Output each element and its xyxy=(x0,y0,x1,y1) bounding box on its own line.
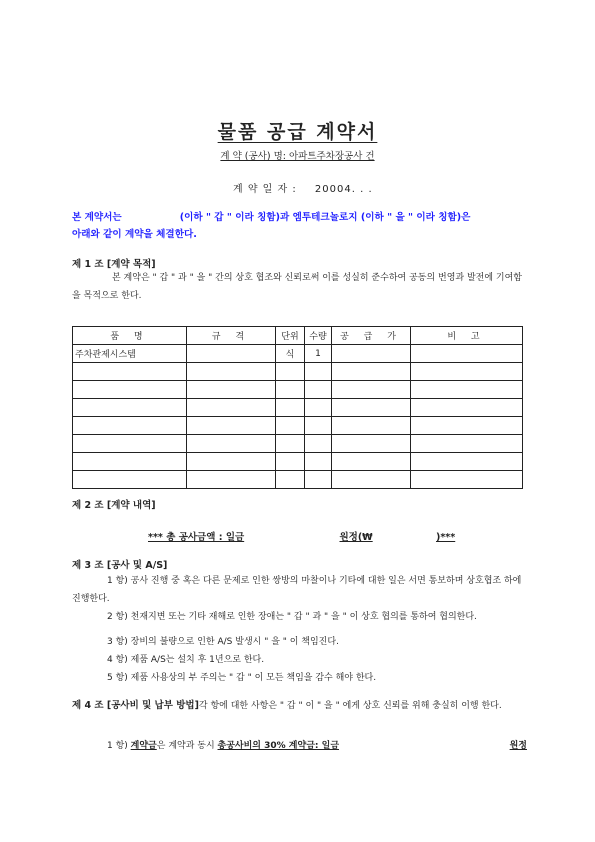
table-header-row xyxy=(73,327,523,345)
col-header-spec: 규 격 xyxy=(187,327,276,345)
table-cell xyxy=(187,417,276,435)
table-cell xyxy=(305,453,332,471)
contract-date xyxy=(233,180,373,195)
table-cell xyxy=(305,471,332,489)
table-row xyxy=(73,381,523,399)
article4-body: 각 항에 대한 사항은 " 갑 " 이 " 을 " 에게 상호 신뢰를 위해 충실히 이행 한다. xyxy=(198,701,502,711)
table-cell: 주차관제시스템 xyxy=(73,345,187,363)
table-row xyxy=(73,345,523,363)
table-cell xyxy=(276,363,305,381)
article4-item1-amount: 총공사비의 30% 계약금: 일금 xyxy=(217,741,340,751)
date-value: 20004. . . xyxy=(314,184,373,195)
col-header-unit: 단위 xyxy=(276,327,305,345)
table-cell xyxy=(411,363,523,381)
article2-heading: 제 2 조 [계약 내역] xyxy=(72,500,156,511)
table-cell xyxy=(332,381,411,399)
col-header-item: 품 명 xyxy=(73,327,187,345)
table-cell xyxy=(411,435,523,453)
col-header-price: 공 급 가 xyxy=(332,327,411,345)
table-cell: 1 xyxy=(305,345,332,363)
article3-item-1: 1 항) 공사 진행 중 혹은 다른 문제로 인한 쌍방의 마찰이나 기타에 대한 일은 서면 통보하며 상호협조 하에 진행한다. xyxy=(72,576,522,604)
table-cell xyxy=(73,399,187,417)
total-amount-won: 원정(₩ xyxy=(339,532,373,543)
article3-heading: 제 3 조 [공사 및 A/S] xyxy=(72,560,168,571)
table-row xyxy=(73,453,523,471)
table-cell xyxy=(73,471,187,489)
table-cell xyxy=(332,417,411,435)
article3-item-3: 3 항) 장비의 불량으로 인한 A/S 발생시 " 을 " 이 책임진다. xyxy=(107,637,339,647)
contract-name: 계 약 (공사) 명: 아파트주차장공사 건 xyxy=(220,151,375,162)
table-cell xyxy=(305,435,332,453)
article4-item1-num: 1 항) xyxy=(107,741,128,751)
table-cell xyxy=(73,363,187,381)
article3-item-4: 4 항) 제품 A/S는 설치 후 1년으로 한다. xyxy=(107,655,265,665)
table-cell xyxy=(187,363,276,381)
table-row xyxy=(73,435,523,453)
table-cell xyxy=(332,435,411,453)
article3-item-2: 2 항) 천재지변 또는 기타 재해로 인한 장애는 " 갑 " 과 " 을 " 이 상호 협의를 통하여 협의한다. xyxy=(107,612,477,622)
table-cell xyxy=(276,417,305,435)
table-cell xyxy=(305,399,332,417)
table-cell xyxy=(305,417,332,435)
article3-item-5: 5 항) 제품 사용상의 부 주의는 " 갑 " 이 모든 책임을 감수 해야 한다. xyxy=(107,673,377,683)
table-cell xyxy=(187,345,276,363)
document-title: 물품 공급 계약서 xyxy=(217,121,378,143)
table-cell xyxy=(187,435,276,453)
article4-item1-won: 원정 xyxy=(509,741,527,751)
items-table xyxy=(72,326,523,489)
article4-item1-deposit: 계약금 xyxy=(130,741,157,751)
table-cell xyxy=(73,453,187,471)
table-cell xyxy=(411,417,523,435)
article4-paragraph xyxy=(72,697,527,715)
intro-lead: 본 계약서는 xyxy=(72,212,122,223)
table-cell xyxy=(187,381,276,399)
table-cell xyxy=(411,453,523,471)
table-cell xyxy=(73,417,187,435)
total-amount-label: *** 총 공사금액 : 일금 xyxy=(148,532,245,543)
table-cell xyxy=(276,453,305,471)
table-cell xyxy=(332,399,411,417)
table-cell xyxy=(332,363,411,381)
article1-heading: 제 1 조 [계약 목적] xyxy=(72,259,156,270)
table-cell xyxy=(411,471,523,489)
table-cell xyxy=(305,363,332,381)
col-header-note: 비 고 xyxy=(411,327,523,345)
article1-body: 본 계약은 " 갑 " 과 " 을 " 간의 상호 협조와 신뢰로써 이를 성실히 준수하여 공동의 번영과 발전에 기여함을 목적으로 한다. xyxy=(72,273,522,301)
total-amount-close: )*** xyxy=(435,532,456,543)
table-row xyxy=(73,471,523,489)
table-cell xyxy=(73,381,187,399)
table-cell xyxy=(332,471,411,489)
table-cell xyxy=(276,471,305,489)
table-cell xyxy=(276,381,305,399)
intro-line2: 아래와 같이 계약을 체결한다. xyxy=(72,229,197,240)
col-header-qty: 수량 xyxy=(305,327,332,345)
table-cell xyxy=(305,381,332,399)
table-cell xyxy=(187,453,276,471)
table-cell xyxy=(187,399,276,417)
table-cell xyxy=(276,435,305,453)
table-cell xyxy=(73,435,187,453)
article4-heading: 제 4 조 [공사비 및 납부 방법] xyxy=(72,700,199,711)
table-row xyxy=(73,399,523,417)
table-cell xyxy=(332,453,411,471)
table-cell xyxy=(411,345,523,363)
table-cell: 식 xyxy=(276,345,305,363)
date-label: 계 약 일 자 : xyxy=(233,184,297,195)
table-cell xyxy=(187,471,276,489)
table-cell xyxy=(411,399,523,417)
article4-item-1 xyxy=(107,737,527,755)
total-amount-line xyxy=(148,529,455,543)
intro-parties: (이하 " 갑 " 이라 칭함)과 엠투테크놀로지 (이하 " 을 " 이라 칭함)은 xyxy=(179,212,471,223)
table-row xyxy=(73,363,523,381)
table-row xyxy=(73,417,523,435)
table-cell xyxy=(276,399,305,417)
article4-item1-text: 은 계약과 동시 xyxy=(156,741,215,751)
intro-paragraph xyxy=(72,209,532,243)
table-cell xyxy=(411,381,523,399)
table-cell xyxy=(332,345,411,363)
